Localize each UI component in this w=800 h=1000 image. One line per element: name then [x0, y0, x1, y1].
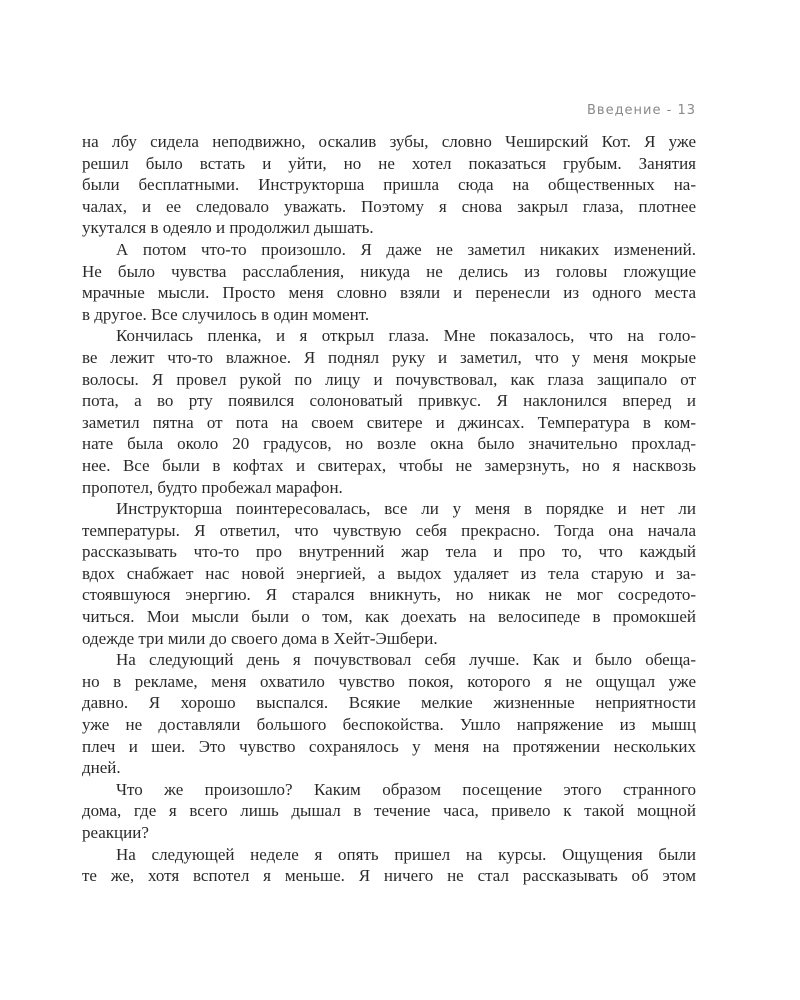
text-line: Кончилась пленка, и я открыл глаза. Мне показалось, что на голо-	[116, 326, 696, 346]
text-line: реакции?	[82, 823, 149, 842]
text-line: Не было чувства расслабления, никуда не делись из головы гложущие	[82, 261, 696, 281]
text-line: но в рекламе, меня охватило чувство покоя, которого я не ощущал уже	[82, 671, 696, 691]
text-line: Инструкторша поинтересовалась, все ли у меня в порядке и нет ли	[116, 499, 696, 519]
text-line: были бесплатными. Инструкторша пришла сюда на общественных на-	[82, 175, 696, 195]
text-line: Что же произошло? Каким образом посещение этого странного	[116, 779, 696, 799]
text-line: нее. Все были в кофтах и свитерах, чтобы не замерзнуть, но я насквозь	[82, 455, 696, 475]
text-line: пота, а во рту появился солоноватый привкус. Я наклонился вперед и	[82, 391, 696, 411]
running-header: Введение - 13	[586, 103, 696, 118]
text-line: читься. Мои мысли были о том, как доехать на велосипеде в промокшей	[82, 607, 696, 627]
text-line: в другое. Все случилось в один момент.	[82, 304, 370, 324]
text-line: одежде три мили до своего дома в Хейт-Эшбери.	[82, 628, 438, 648]
text-line: давно. Я хорошо выспался. Всякие мелкие жизненные неприятности	[82, 693, 696, 713]
text-line: дома, где я всего лишь дышал в течение часа, привело к такой мощной	[82, 801, 696, 821]
text-line: нате была около 20 градусов, но возле окна было значительно прохлад-	[82, 434, 696, 454]
text-line: чалах, и ее следовало уважать. Поэтому я снова закрыл глаза, плотнее	[82, 196, 696, 216]
text-line: волосы. Я провел рукой по лицу и почувствовал, как глаза защипало от	[82, 369, 696, 389]
text-line: стоявшуюся энергию. Я старался вникнуть, но никак не мог сосредото-	[82, 585, 696, 605]
body-text	[82, 131, 696, 887]
text-line: плеч и шеи. Это чувство сохранялось у меня на протяжении нескольких	[82, 736, 696, 756]
text-line: пропотел, будто пробежал марафон.	[82, 477, 343, 497]
text-line: укутался в одеяло и продолжил дышать.	[82, 218, 374, 238]
text-line: вдох снабжает нас новой энергией, а выдох удаляет из тела старую и за-	[82, 563, 696, 583]
text-line: решил было встать и уйти, но не хотел показаться грубым. Занятия	[82, 153, 696, 173]
text-line: На следующий день я почувствовал себя лучше. Как и было обеща-	[116, 650, 696, 670]
text-line: ве лежит что-то влажное. Я поднял руку и заметил, что у меня мокрые	[82, 347, 696, 367]
text-line: на лбу сидела неподвижно, оскалив зубы, словно Чеширский Кот. Я уже	[82, 132, 696, 151]
text-line: На следующей неделе я опять пришел на курсы. Ощущения были	[116, 844, 696, 864]
text-line: А потом что-то произошло. Я даже не заметил никаких изменений.	[116, 239, 696, 259]
text-line: рассказывать что-то про внутренний жар тела и про то, что каждый	[82, 542, 696, 562]
text-line: температуры. Я ответил, что чувствую себя прекрасно. Тогда она начала	[82, 520, 696, 540]
text-line: дней.	[82, 758, 121, 778]
text-line: мрачные мысли. Просто меня словно взяли и перенесли из одного места	[82, 283, 696, 303]
text-line: уже не доставляли большого беспокойства. Ушло напряжение из мышц	[82, 715, 696, 735]
text-line: заметил пятна от пота на своем свитере и джинсах. Температура в ком-	[82, 412, 696, 432]
text-line: те же, хотя вспотел я меньше. Я ничего не стал рассказывать об этом	[82, 866, 696, 886]
